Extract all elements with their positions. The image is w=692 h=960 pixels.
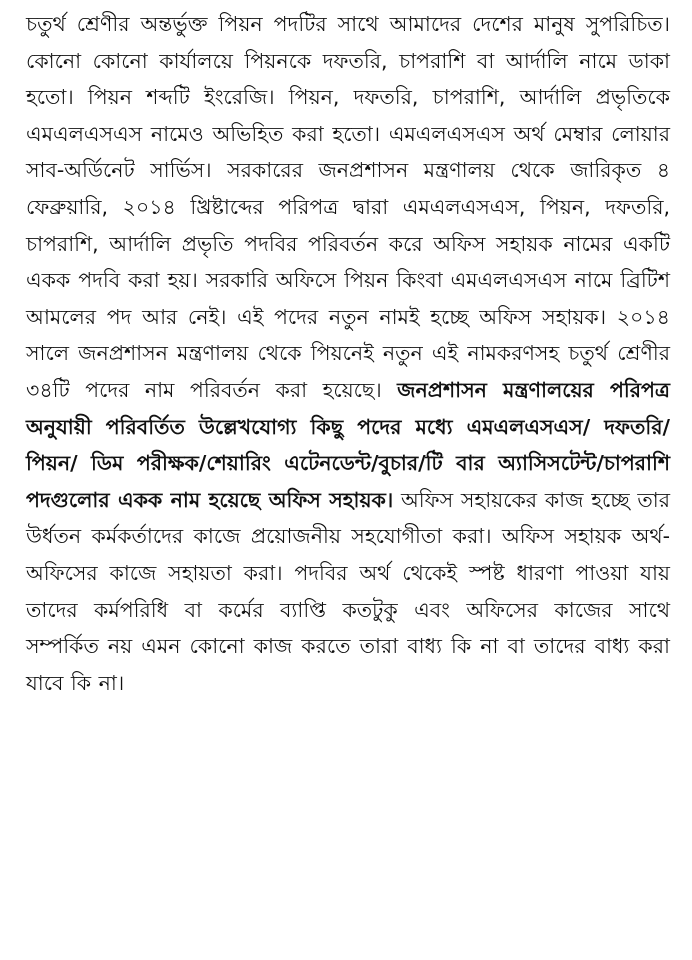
paragraph-text-bold: জনপ্রশাসন মন্ত্রণালয়ের পরিপত্র অনুযায়ী পরিবর্তিত উল্লেখযোগ্য কিছু পদের মধ্যে এমএলএসএস/ দফতরি/পিয়ন/ ডিম পরীক্ষক/শেয়ারিং এটেনডেন্ট/বুচার/টি বার অ্যাসিসটেন্ট/চাপরাশি পদগুলোর একক নাম হয়েছে অফিস সহায়ক।	[26, 377, 670, 512]
article-paragraph	[26, 6, 670, 701]
paragraph-text-intro: চতুর্থ শ্রেণীর অন্তর্ভুক্ত পিয়ন পদটির সাথে আমাদের দেশের মানুষ সুপরিচিত। কোনো কোনো কার্যালয়ে পিয়নকে দফতরি, চাপরাশি বা আর্দালি নামে ডাকা হতো। পিয়ন শব্দটি ইংরেজি। পিয়ন, দফতরি, চাপরাশি, আর্দালি প্রভৃতিকে এমএলএসএস নামেও অভিহিত করা হতো। এমএলএসএস অর্থ মেম্বার লোয়ার সাব-অর্ডিনেট সার্ভিস। সরকারের জনপ্রশাসন মন্ত্রণালয় থেকে জারিকৃত ৪ ফেব্রুয়ারি, ২০১৪ খ্রিষ্টাব্দের পরিপত্র দ্বারা এমএলএসএস, পিয়ন, দফতরি, চাপরাশি, আর্দালি প্রভৃতি পদবির পরিবর্তন করে অফিস সহায়ক নামের একটি একক পদবি করা হয়। সরকারি অফিসে পিয়ন কিংবা এমএলএসএস নামে ব্রিটিশ আমলের পদ আর নেই। এই পদের নতুন নামই হচ্ছে অফিস সহায়ক। ২০১৪ সালে জনপ্রশাসন মন্ত্রণালয় থেকে পিয়নেই নতুন এই নামকরণসহ চতুর্থ শ্রেণীর ৩৪টি পদের নাম পরিবর্তন করা হয়েছে।	[26, 12, 670, 402]
paragraph-text-closing: অফিস সহায়কের কাজ হচ্ছে তার উর্ধতন কর্মকর্তাদের কাজে প্রয়োজনীয় সহযোগীতা করা। অফিস সহায়ক অর্থ-অফিসের কাজে সহায়তা করা। পদবির অর্থ থেকেই স্পষ্ট ধারণা পাওয়া যায় তাদের কর্মপরিধি বা কর্মের ব্যাপ্তি কতটুকু এবং অফিসের কাজের সাথে সম্পর্কিত নয় এমন কোনো কাজ করতে তারা বাধ্য কি না বা তাদের বাধ্য করা যাবে কি না।	[26, 487, 670, 695]
